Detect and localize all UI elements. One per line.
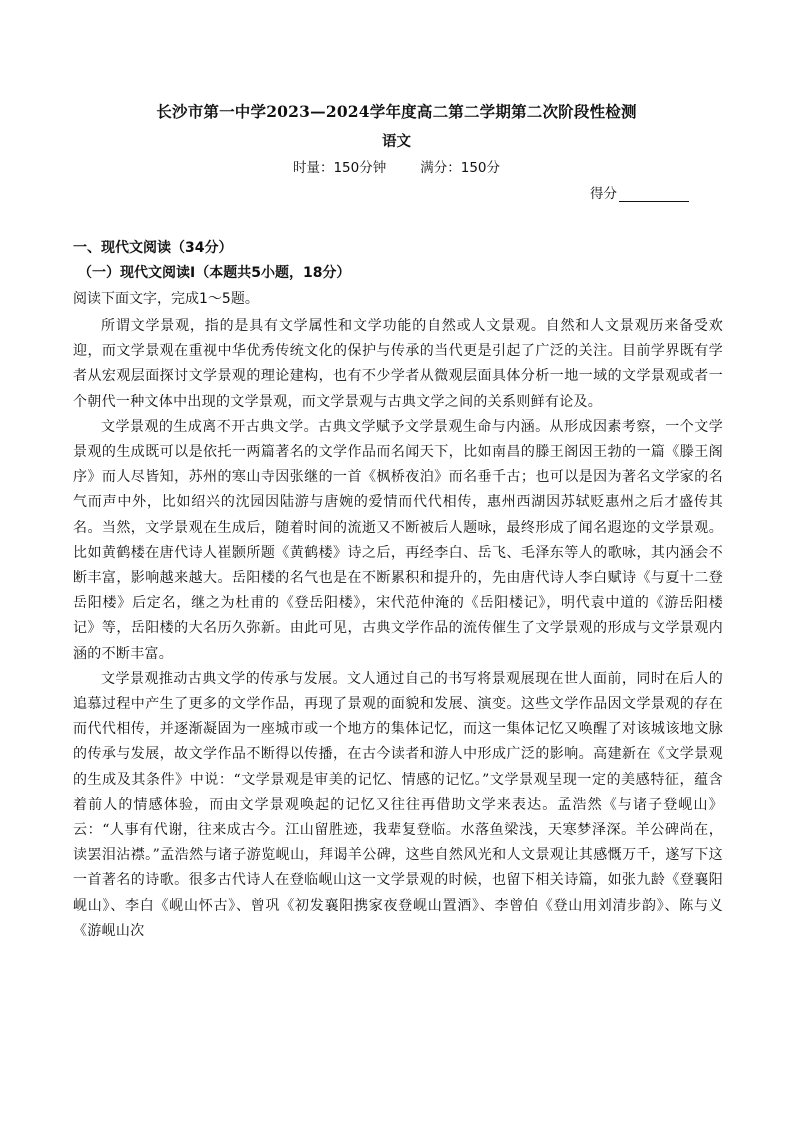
time-label: 时量：150分钟 xyxy=(292,160,387,176)
passage-paragraph-3: 文学景观推动古典文学的传承与发展。文人通过自己的书写将景观展现在世人面前，同时在后人的追慕过程中产生了更多的文学作品，再现了景观的面貌和发展、演变。这些文学作品因文学景观的存在而代代相传，并逐渐凝固为一座城市或一个地方的集体记忆，而这一集体记忆又唤醒了对该城该地文脉的传承与发展，故文学作品不断得以传播，在古今读者和游人中形成广泛的影响。高建新在《文学景观的生成及其条件》中说：“文学景观是审美的记忆、情感的记忆。”文学景观呈现一定的美感特征，蕴含着前人的情感体验，而由文学景观唤起的记忆又往往再借助文学来表达。孟浩然《与诸子登岘山》云：“人事有代谢，往来成古今。江山留胜迹，我辈复登临。水落鱼梁浅，天寒梦泽深。羊公碑尚在，读罢泪沾襟。”孟浩然与诸子游览岘山，拜谒羊公碑，这些自然风光和人文景观让其感慨万千，遂写下这一首著名的诗歌。很多古代诗人在登临岘山这一文学景观的时候，也留下相关诗篇，如张九龄《登襄阳岘山》、李白《岘山怀古》、曾巩《初发襄阳携家夜登岘山置酒》、李曾伯《登山用刘清步韵》、陈与义《游岘山次 xyxy=(73,670,723,939)
exam-title: 长沙市第一中学2023—2024学年度高二第二学期第二次阶段性检测 xyxy=(156,102,637,121)
reading-instruction: 阅读下面文字，完成1～5题。 xyxy=(73,291,259,307)
reading-passage xyxy=(73,314,723,944)
score-blank-field[interactable] xyxy=(619,187,689,202)
subject-title: 语文 xyxy=(382,133,411,150)
passage-paragraph-1: 所谓文学景观，指的是具有文学属性和文学功能的自然或人文景观。自然和人文景观历来备受欢迎，而文学景观在重视中华优秀传统文化的保护与传承的当代更是引起了广泛的关注。目前学界既有学者从宏观层面探讨文学景观的理论建构，也有不少学者从微观层面具体分析一地一域的文学景观或者一个朝代一种文体中出现的文学景观，而文学景观与古典文学之间的关系则鲜有论及。 xyxy=(73,318,723,410)
obtained-score xyxy=(590,182,689,202)
section-heading: 一、现代文阅读（34分） xyxy=(73,240,233,256)
time-score-line xyxy=(0,156,793,176)
passage-paragraph-2: 文学景观的生成离不开古典文学。古典文学赋予文学景观生命与内涵。从形成因素考察，一个文学景观的生成既可以是依托一两篇著名的文学作品而名闻天下，比如南昌的滕王阁因王勃的一篇《滕王阁序》而人尽皆知，苏州的寒山寺因张继的一首《枫桥夜泊》而名垂千古；也可以是因为著名文学家的名气而声中外，比如绍兴的沈园因陆游与唐婉的爱情而代代相传，惠州西湖因苏轼贬惠州之后才盛传其名。当然，文学景观在生成后，随着时间的流逝又不断被后人题咏，最终形成了闻名遐迩的文学景观。比如黄鹤楼在唐代诗人崔颢所题《黄鹤楼》诗之后，再经李白、岳飞、毛泽东等人的歌咏，其内涵会不断丰富，影响越来越大。岳阳楼的名气也是在不断累积和提升的，先由唐代诗人李白赋诗《与夏十二登岳阳楼》后定名，继之为杜甫的《登岳阳楼》，宋代范仲淹的《岳阳楼记》，明代袁中道的《游岳阳楼记》等，岳阳楼的大名历久弥新。由此可见，古典文学作品的流传催生了文学景观的形成与文学景观内涵的不断丰富。 xyxy=(73,418,723,662)
section-subheading: （一）现代文阅读Ⅰ（本题共5小题，18分） xyxy=(78,265,351,281)
full-score-label: 满分：150分 xyxy=(420,160,501,176)
obtained-score-label: 得分 xyxy=(590,186,617,202)
